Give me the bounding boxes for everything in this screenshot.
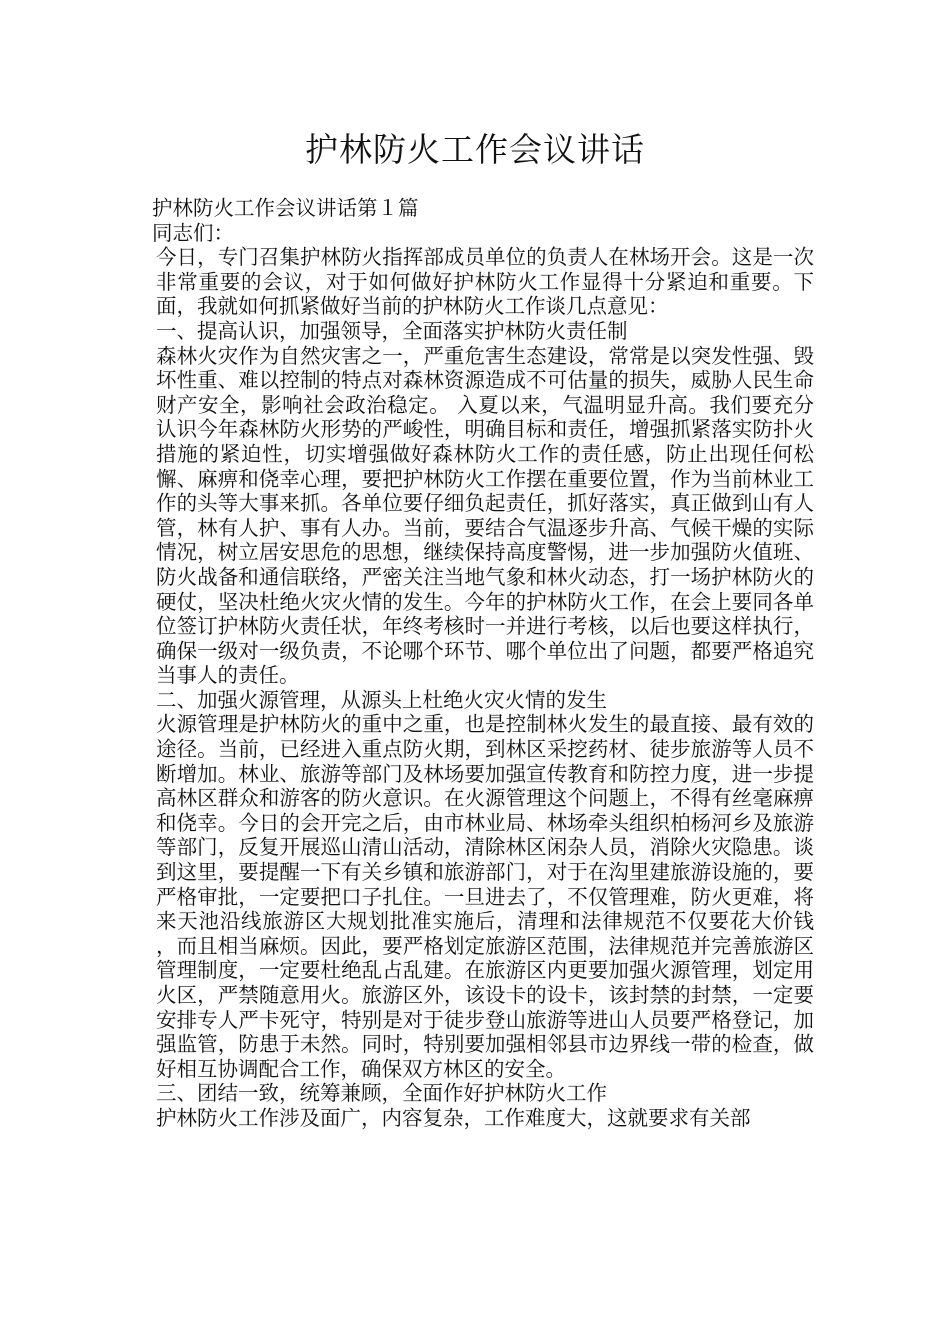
paragraph-section-1: 森林火灾作为自然灾害之一，严重危害生态建设，常常是以突发性强、毁坏性重、难以控制的特点对森林资源造成不可估量的损失，威胁人民生命财产安全，影响社会政治稳定。 入夏以来，气温明显升高。我们要充分认识今年森林防火形势的严峻性，明确目标和责任，增强抓紧落实防扑火措施的紧迫性，切实增强做好森林防火工作的责任感，防止出现任何松懈、麻痹和侥幸心理，要把护林防火工作摆在重要位置，作为当前林业工作的头等大事来抓。各单位要仔细负起责任，抓好落实，真正做到山有人管，林有人护、事有人办。当前，要结合气温逐步升高、气候干燥的实际情况，树立居安思危的思想，继续保持高度警惕，进一步加强防火值班、防火战备和通信联络，严密关注当地气象和林火动态，打一场护林防火的硬仗，坚决杜绝火灾火情的发生。今年的护林防火工作，在会上要同各单位签订护林防火责任状，年终考核时一并进行考核，以后也要这样执行，确保一级对一级负责，不论哪个环节、哪个单位出了问题，都要严格追究当事人的责任。 xyxy=(156,343,814,688)
document-body xyxy=(146,196,814,1131)
paragraph-intro: 今日，专门召集护林防火指挥部成员单位的负责人在林场开会。这是一次非常重要的会议，对于如何做好护林防火工作显得十分紧迫和重要。下面，我就如何抓紧做好当前的护林防火工作谈几点意见： xyxy=(156,245,814,319)
section-heading-3: 三、团结一致，统筹兼顾，全面作好护林防火工作 xyxy=(156,1081,607,1106)
paragraph-section-2: 火源管理是护林防火的重中之重，也是控制林火发生的最直接、最有效的途径。当前，已经进入重点防火期，到林区采挖药材、徒步旅游等人员不断增加。林业、旅游等部门及林场要加强宣传教育和防控力度，进一步提高林区群众和游客的防火意识。在火源管理这个问题上，不得有丝毫麻痹和侥幸。今日的会开完之后，由市林业局、林场牵头组织柏杨河乡及旅游等部门，反复开展巡山清山活动，清除林区闲杂人员，消除火灾隐患。谈到这里，要提醒一下有关乡镇和旅游部门，对于在沟里建旅游设施的，要严格审批，一定要把口子扎住。一旦进去了，不仅管理难，防火更难，将来天池沿线旅游区大规划批准实施后，清理和法律规范不仅要花大价钱 ，而且相当麻烦。因此，要严格划定旅游区范围，法律规范并完善旅游区管理制度，一定要杜绝乱占乱建。在旅游区内更要加强火源管理，划定用火区，严禁随意用火。旅游区外，该设卡的设卡，该封禁的封禁，一定要安排专人严卡死守，特别是对于徒步登山旅游等进山人员要严格登记，加强监管，防患于未然。同时，特别要加强相邻县市边界线一带的检查，做好相互协调配合工作，确保双方林区的安全。 xyxy=(156,712,814,1081)
paragraph-section-3: 护林防火工作涉及面广，内容复杂，工作难度大，这就要求有关部 xyxy=(156,1105,751,1130)
section-heading-2: 二、加强火源管理，从源头上杜绝火灾火情的发生 xyxy=(156,687,607,712)
salutation: 同志们： xyxy=(152,220,234,245)
section-heading-1: 一、提高认识，加强领导，全面落实护林防火责任制 xyxy=(156,318,628,343)
document-title: 护林防火工作会议讲话 xyxy=(305,130,645,169)
document-subtitle: 护林防火工作会议讲话第１篇 xyxy=(152,196,419,220)
